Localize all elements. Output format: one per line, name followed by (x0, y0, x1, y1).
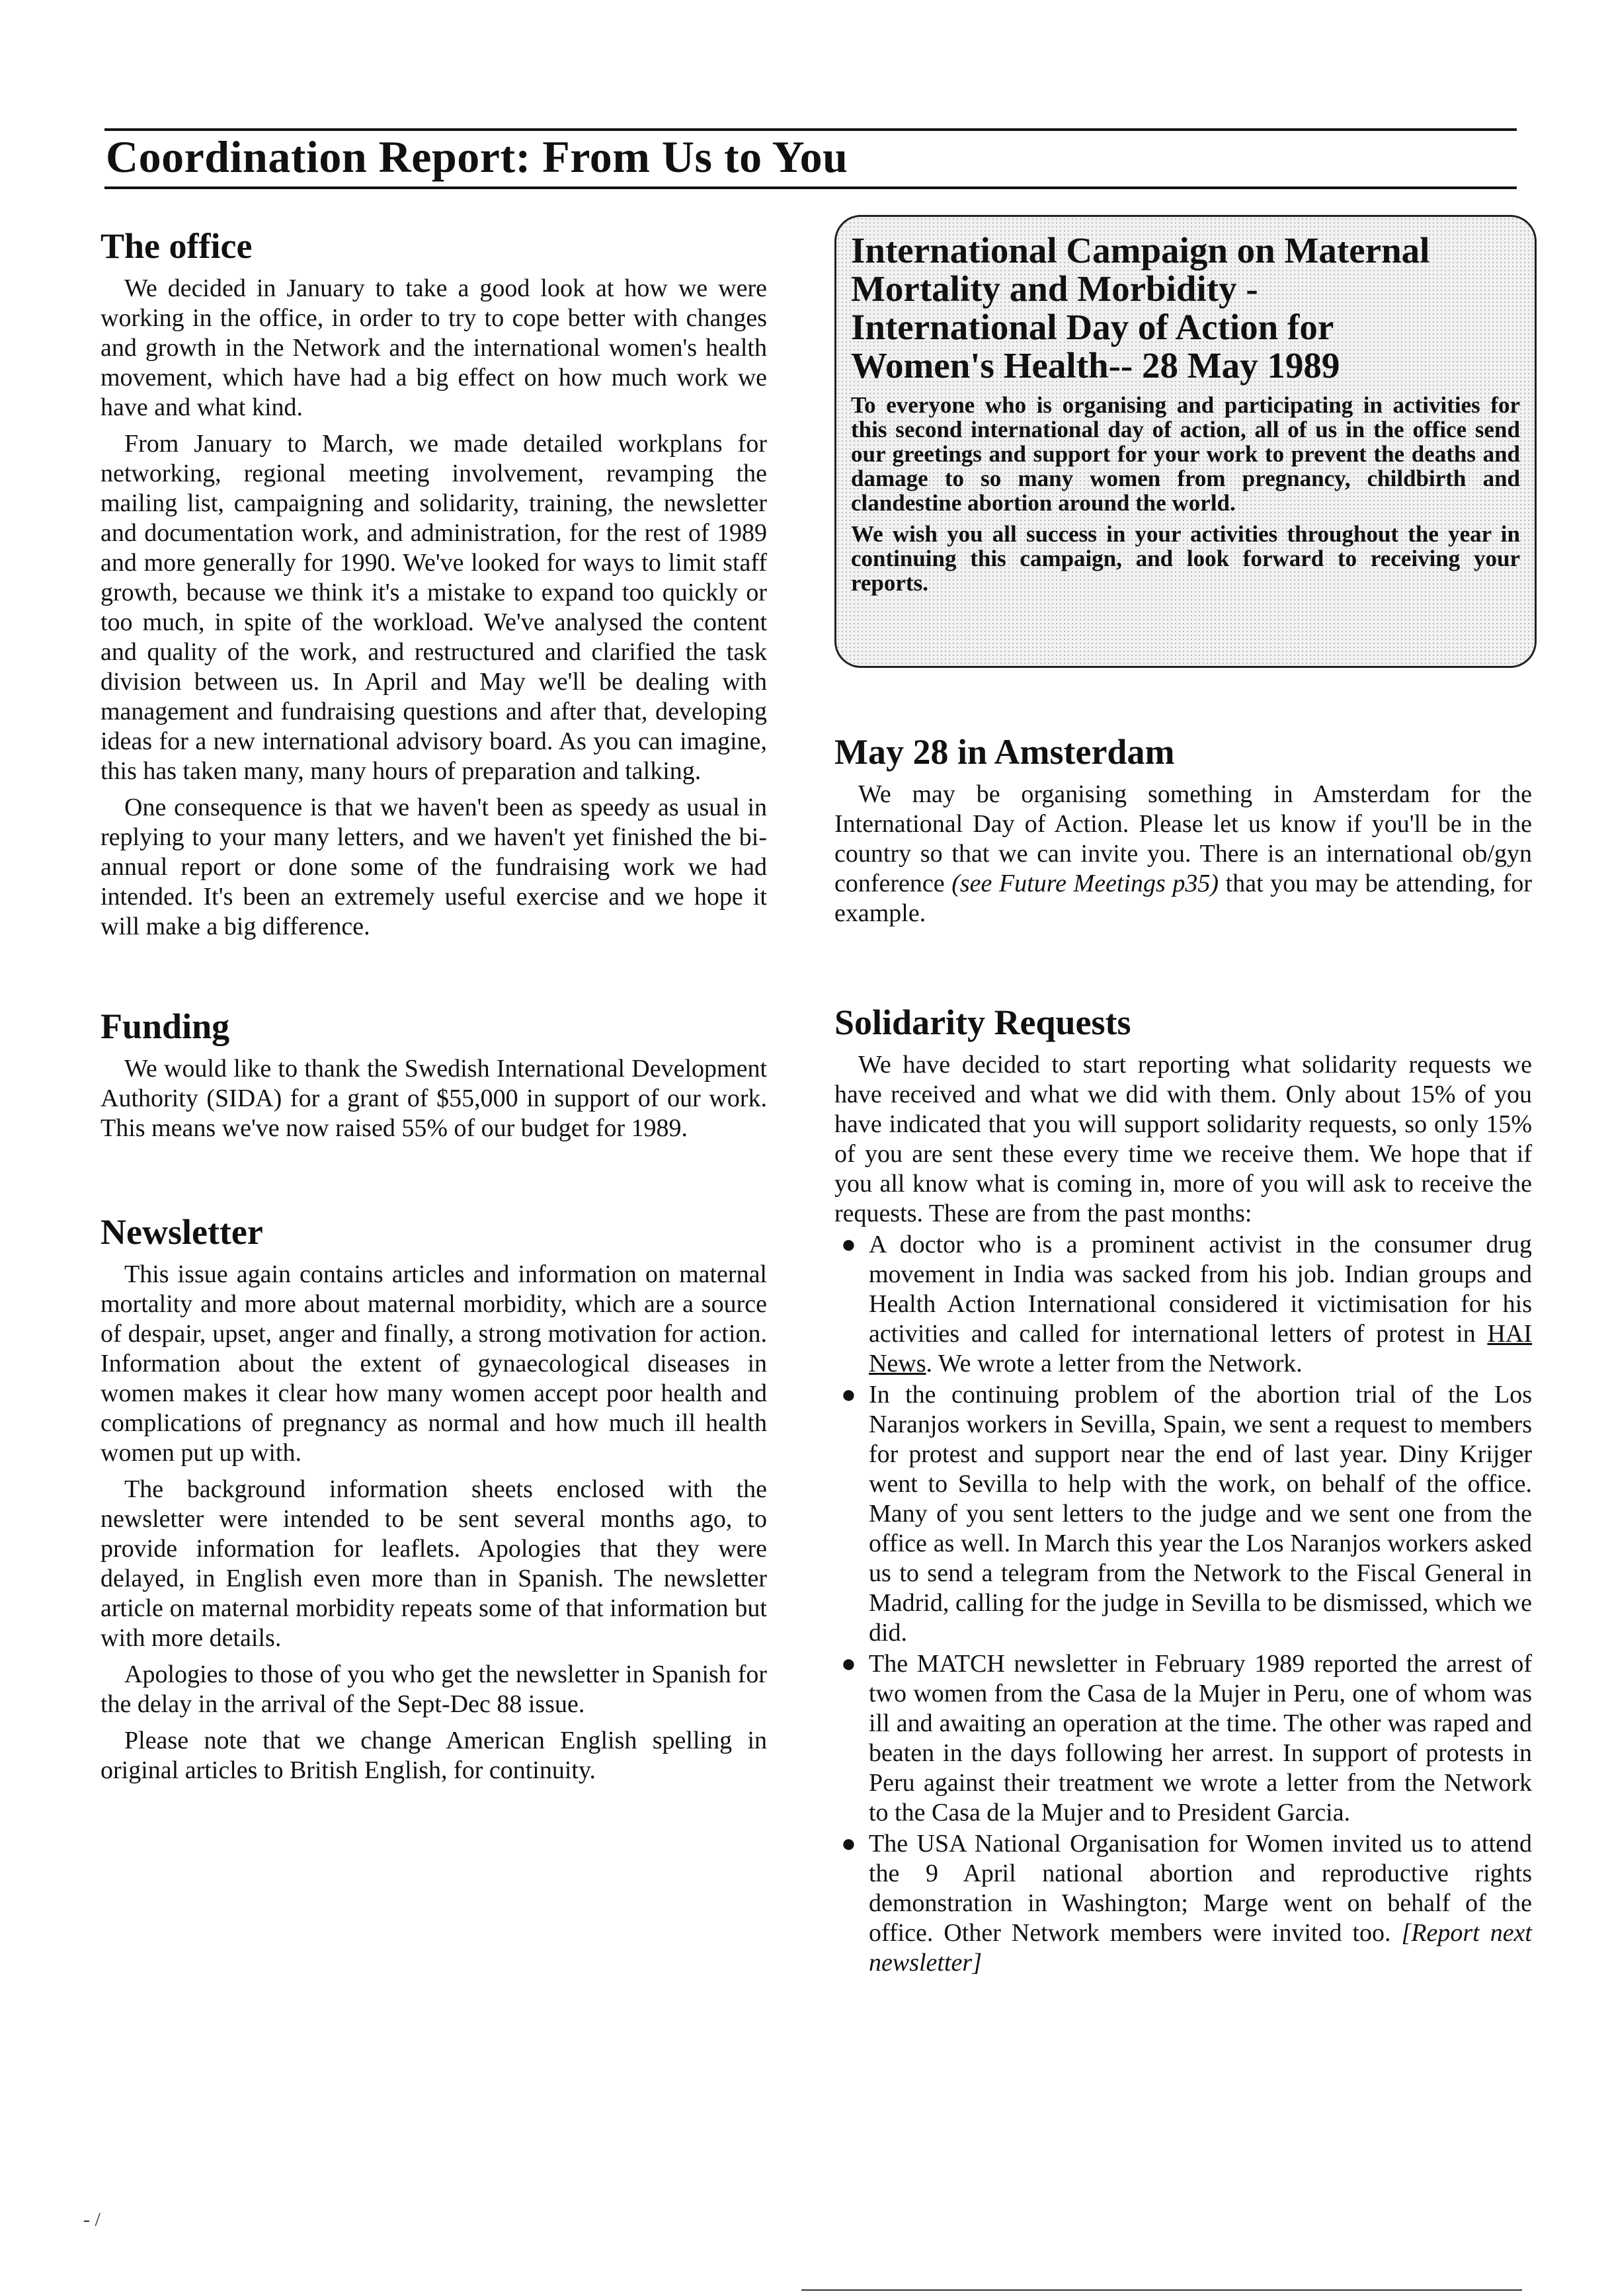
campaign-title-line-3: International Day of Action for (851, 307, 1334, 347)
funding-paragraph-1: We would like to thank the Swedish International Development Authority (SIDA) for a grant of $55,000 in support of our work. This means we've now raised 55% of our budget for 1989. (100, 1055, 767, 1142)
bullet-icon: ● (841, 1830, 856, 1858)
right-column (834, 215, 1532, 1979)
campaign-box (834, 215, 1537, 668)
newsletter-paragraph-4: Please note that we change American English spelling in original articles to British English, for continuity. (100, 1727, 767, 1784)
office-paragraph-2: From January to March, we made detailed workplans for networking, regional meeting involvement, revamping the mailing list, campaigning and solidarity, training, the newsletter and documentation work, and administration, for the rest of 1989 and more generally for 1990. We've looked for ways to limit staff growth, because we think it's a mistake to expand too quickly or too much, in spite of the workload. We've analysed the content and quality of the work, and restructured and clarified the task division between us. In April and May we'll be dealing with management and fundraising questions and after that, developing ideas for a new international advisory board. As you can imagine, this has taken many, many hours of preparation and talking. (100, 430, 767, 785)
section-funding (100, 1005, 767, 1143)
request-1-text: A doctor who is a prominent activist in the consumer drug movement in India was sacked from his job. Indian groups and Health Action International considered it victimisation for his activities and called for international letters of protest in (869, 1231, 1532, 1348)
solidarity-request-list (834, 1230, 1532, 1978)
request-4-text: The USA National Organisation for Women invited us to attend the 9 April national abortion and reproductive rights demonstration in Washington; Marge went on behalf of the office. Other Network members were invited too. (869, 1830, 1532, 1947)
request-2-text: In the continuing problem of the abortion trial of the Los Naranjos workers in Sevilla, Spain, we sent a request to members for protest and support near the end of last year. Diny Krijger went to Sevilla to help with the work, on behalf of the office. Many of you sent letters to the judge and we sent one from the office as well. In March this year the Los Naranjos workers asked us to send a telegram from the Network to the Fiscal General in Madrid, calling for the judge in Sevilla to be dismissed, which we did. (869, 1381, 1532, 1647)
title-underline (104, 186, 1517, 189)
amsterdam-reference: (see Future Meetings p35) (951, 870, 1219, 897)
office-paragraph-1: We decided in January to take a good look at how we were working in the office, in order to try to cope better with changes and growth in the Network and the international women's health movement, which have had a big effect on how much work we have and what kind. (100, 274, 767, 421)
amsterdam-text-end: that you may be attending, for example. (834, 870, 1533, 927)
section-amsterdam (834, 731, 1532, 928)
section-heading-funding: Funding (100, 1006, 230, 1046)
newsletter-paragraph-3: Apologies to those of you who get the newsletter in Spanish for the delay in the arrival of the Sept-Dec 88 issue. (100, 1660, 767, 1718)
solidarity-request-4 (834, 1829, 1532, 1978)
solidarity-request-1 (834, 1230, 1532, 1379)
solidarity-request-2 (834, 1380, 1532, 1648)
left-column (100, 225, 767, 1792)
page-title: Coordination Report: From Us to You (106, 132, 848, 182)
request-3-text: The MATCH newsletter in February 1989 reported the arrest of two women from the Casa de la Mujer in Peru, one of whom was ill and awaiting an operation at the time. The other was raped and beaten in the days following her arrest. In support of protests in Peru against their treatment we wrote a letter from the Network to the Casa de la Mujer and to President Garcia. (869, 1650, 1532, 1826)
section-office (100, 225, 767, 942)
solidarity-intro: We have decided to start reporting what solidarity requests we have received and what we did with them. Only about 15% of you have indicated that you will support solidarity requests, so only 15% of you are sent these every time we receive them. We hope that if you all know what is coming in, more of you will ask to receive the requests. These are from the past months: (834, 1051, 1532, 1227)
campaign-title (851, 231, 1520, 385)
section-heading-amsterdam: May 28 in Amsterdam (834, 732, 1175, 772)
bullet-icon: ● (841, 1650, 856, 1678)
newsletter-paragraph-2: The background information sheets enclosed with the newsletter were intended to be sent several months ago, to provide information for leaflets. Apologies that they were delayed, in English even more than in Spanish. The newsletter article on maternal morbidity repeats some of that information but with more details. (100, 1475, 767, 1652)
bullet-icon: ● (841, 1231, 856, 1258)
page-number-mark: - / (83, 2209, 100, 2231)
solidarity-request-3 (834, 1649, 1532, 1828)
section-heading-office: The office (100, 226, 253, 266)
section-heading-solidarity: Solidarity Requests (834, 1003, 1131, 1042)
campaign-title-line-2: Mortality and Morbidity - (851, 268, 1258, 309)
campaign-title-line-4: Women's Health-- 28 May 1989 (851, 345, 1340, 386)
section-solidarity (834, 1001, 1532, 1978)
campaign-paragraph-1: To everyone who is organising and participating in activities for this second international day of action, all of us in the office send our greetings and support for your work to prevent the deaths and damage to so many women from pregnancy, childbirth and clandestine abortion around the world. (851, 392, 1520, 516)
campaign-title-line-1: International Campaign on Maternal (851, 230, 1430, 270)
hai-news-reference: HAI News (869, 1320, 1532, 1377)
campaign-paragraph-2: We wish you all success in your activities throughout the year in continuing this campaign, and look forward to receiving your reports. (851, 521, 1520, 596)
amsterdam-paragraph (834, 780, 1532, 928)
newsletter-paragraph-1: This issue again contains articles and information on maternal mortality and more about maternal morbidity, which are a source of despair, upset, anger and finally, a strong motivation for action. Information about the extent of gynaecological diseases in women makes it clear how many women accept poor health and complications of pregnancy as normal and how much ill health women put up with. (100, 1260, 767, 1467)
section-heading-newsletter: Newsletter (100, 1212, 263, 1252)
section-newsletter (100, 1211, 767, 1785)
bottom-rule (801, 2289, 1522, 2291)
amsterdam-text: We may be organising something in Amsterdam for the International Day of Action. Please let us know if you'll be in the country so that we can invite you. There is an international ob/gyn conference (834, 780, 1532, 897)
office-paragraph-3: One consequence is that we haven't been as speedy as usual in replying to your many letters, and we haven't yet finished the bi-annual report or done some of the fundraising work we had intended. It's been an extremely useful exercise and we hope it will make a big difference. (100, 794, 767, 940)
request-4-note: [Report next newsletter] (869, 1919, 1532, 1977)
request-1-text-end: . We wrote a letter from the Network. (926, 1350, 1303, 1377)
bullet-icon: ● (841, 1381, 856, 1409)
